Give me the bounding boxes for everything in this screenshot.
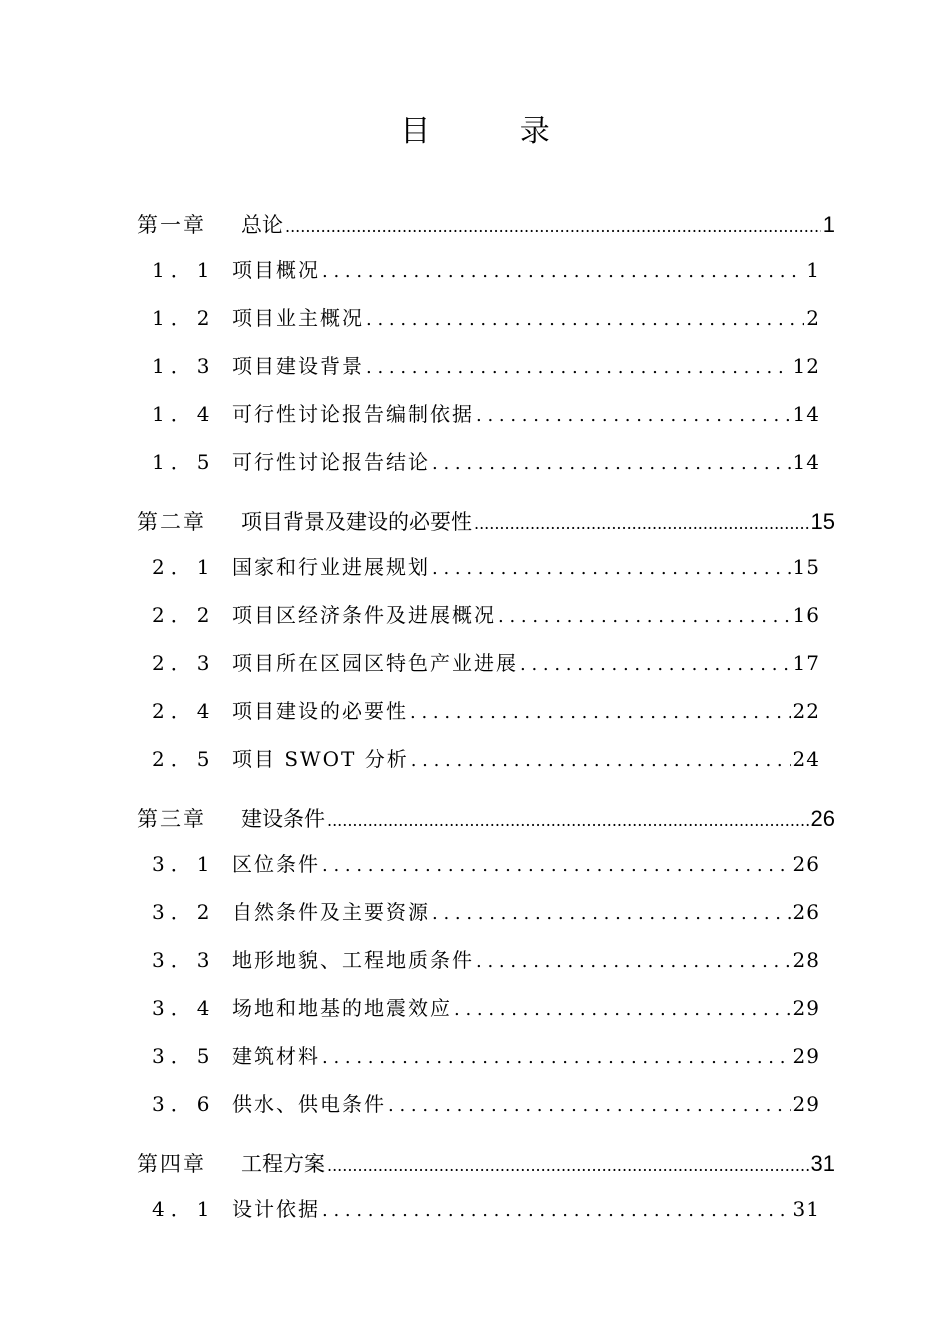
toc-page: 31 bbox=[792, 1197, 820, 1221]
toc-leader bbox=[454, 993, 791, 1025]
toc-section-3-5[interactable] bbox=[152, 1041, 820, 1073]
toc-number: 3．2 bbox=[152, 900, 216, 924]
toc-page: 15 bbox=[792, 555, 820, 579]
toc-title: 工程方案 bbox=[241, 1152, 325, 1176]
toc-leader bbox=[322, 849, 791, 881]
toc-section-3-4[interactable] bbox=[152, 993, 820, 1025]
toc-number: 3．5 bbox=[152, 1044, 216, 1068]
toc-title: 项目建设背景 bbox=[232, 354, 364, 378]
toc-page: 24 bbox=[792, 747, 820, 771]
toc-page: 22 bbox=[792, 699, 820, 723]
toc-title: 项目背景及建设的必要性 bbox=[241, 510, 472, 534]
toc-leader bbox=[411, 744, 791, 776]
toc-title: 项目业主概况 bbox=[232, 306, 364, 330]
toc-title: 建筑材料 bbox=[232, 1044, 320, 1068]
toc-leader bbox=[285, 210, 821, 242]
toc-number: 2．2 bbox=[152, 603, 216, 627]
toc-leader bbox=[474, 507, 809, 539]
toc-title: 供水、供电条件 bbox=[232, 1092, 386, 1116]
toc-title: 区位条件 bbox=[232, 852, 320, 876]
toc-title: 可行性讨论报告编制依据 bbox=[232, 402, 474, 426]
toc-number: 1．2 bbox=[152, 306, 216, 330]
toc-title: 项目建设的必要性 bbox=[232, 699, 408, 723]
toc-section-2-4[interactable] bbox=[152, 696, 820, 728]
toc-section-4-1[interactable] bbox=[152, 1194, 820, 1226]
toc-leader bbox=[476, 945, 791, 977]
toc-section-3-2[interactable] bbox=[152, 897, 820, 929]
toc-title: 场地和地基的地震效应 bbox=[232, 996, 452, 1020]
toc-number: 第二章 bbox=[137, 510, 206, 534]
toc-page: 29 bbox=[792, 1044, 820, 1068]
toc-number: 1．4 bbox=[152, 402, 216, 426]
toc-page: 16 bbox=[792, 603, 820, 627]
toc-chapter-2[interactable] bbox=[137, 507, 835, 539]
page-title: 目 录 bbox=[400, 114, 590, 149]
toc-leader bbox=[366, 303, 804, 335]
toc-page: 26 bbox=[792, 900, 820, 924]
toc-page: 1 bbox=[806, 258, 820, 282]
toc-section-1-2[interactable] bbox=[152, 303, 820, 335]
toc-title: 设计依据 bbox=[232, 1197, 320, 1221]
toc-title: 项目区经济条件及进展概况 bbox=[232, 603, 496, 627]
toc-section-2-5[interactable] bbox=[152, 744, 820, 776]
toc-section-2-3[interactable] bbox=[152, 648, 820, 680]
toc-leader bbox=[476, 399, 791, 431]
toc-number: 第三章 bbox=[137, 807, 206, 831]
toc-leader bbox=[366, 351, 791, 383]
toc-section-1-5[interactable] bbox=[152, 447, 820, 479]
toc-leader bbox=[322, 255, 804, 287]
toc-leader bbox=[432, 552, 791, 584]
toc-title: 地形地貌、工程地质条件 bbox=[232, 948, 474, 972]
toc-page: 15 bbox=[810, 509, 835, 534]
toc-chapter-4[interactable] bbox=[137, 1149, 835, 1181]
toc-page: 29 bbox=[792, 996, 820, 1020]
toc-section-3-3[interactable] bbox=[152, 945, 820, 977]
toc-number: 第四章 bbox=[137, 1152, 206, 1176]
toc-chapter-3[interactable] bbox=[137, 804, 835, 836]
toc-number: 2．4 bbox=[152, 699, 216, 723]
toc-section-2-2[interactable] bbox=[152, 600, 820, 632]
toc-leader bbox=[327, 1149, 809, 1181]
toc-page: 2 bbox=[806, 306, 820, 330]
toc-number: 3．6 bbox=[152, 1092, 216, 1116]
toc-title: 项目 SWOT 分析 bbox=[232, 747, 409, 771]
toc-leader bbox=[322, 1194, 791, 1226]
toc-title: 总论 bbox=[241, 213, 283, 237]
toc-number: 2．3 bbox=[152, 651, 216, 675]
toc-title: 项目所在区园区特色产业进展 bbox=[232, 651, 518, 675]
toc-leader bbox=[327, 804, 809, 836]
toc-page: 14 bbox=[792, 450, 820, 474]
toc-number: 3．3 bbox=[152, 948, 216, 972]
toc-title: 项目概况 bbox=[232, 258, 320, 282]
toc-section-2-1[interactable] bbox=[152, 552, 820, 584]
toc-number: 2．5 bbox=[152, 747, 216, 771]
toc-number: 第一章 bbox=[137, 213, 206, 237]
toc-section-1-3[interactable] bbox=[152, 351, 820, 383]
toc-page: 29 bbox=[792, 1092, 820, 1116]
toc-title: 国家和行业进展规划 bbox=[232, 555, 430, 579]
toc-section-1-1[interactable] bbox=[152, 255, 820, 287]
toc-section-3-6[interactable] bbox=[152, 1089, 820, 1121]
toc-number: 4．1 bbox=[152, 1197, 216, 1221]
toc-section-3-1[interactable] bbox=[152, 849, 820, 881]
toc-page: 26 bbox=[792, 852, 820, 876]
toc-number: 1．5 bbox=[152, 450, 216, 474]
toc-number: 2．1 bbox=[152, 555, 216, 579]
toc-leader bbox=[432, 897, 791, 929]
toc-page: 26 bbox=[810, 806, 835, 831]
toc-leader bbox=[410, 696, 791, 728]
toc-title: 自然条件及主要资源 bbox=[232, 900, 430, 924]
toc-page: 17 bbox=[792, 651, 820, 675]
toc-leader bbox=[498, 600, 791, 632]
toc-number: 1．3 bbox=[152, 354, 216, 378]
toc-title: 建设条件 bbox=[241, 807, 325, 831]
toc-page: 12 bbox=[792, 354, 820, 378]
toc-number: 3．4 bbox=[152, 996, 216, 1020]
toc-leader bbox=[520, 648, 791, 680]
toc-leader bbox=[432, 447, 791, 479]
toc-number: 3．1 bbox=[152, 852, 216, 876]
toc-number: 1．1 bbox=[152, 258, 216, 282]
toc-page: 28 bbox=[792, 948, 820, 972]
toc-section-1-4[interactable] bbox=[152, 399, 820, 431]
toc-chapter-1[interactable] bbox=[137, 210, 835, 242]
toc-leader bbox=[388, 1089, 791, 1121]
toc-page: 1 bbox=[822, 212, 835, 237]
toc-leader bbox=[322, 1041, 791, 1073]
toc-page: 14 bbox=[792, 402, 820, 426]
toc-title: 可行性讨论报告结论 bbox=[232, 450, 430, 474]
toc-page: 31 bbox=[810, 1151, 835, 1176]
